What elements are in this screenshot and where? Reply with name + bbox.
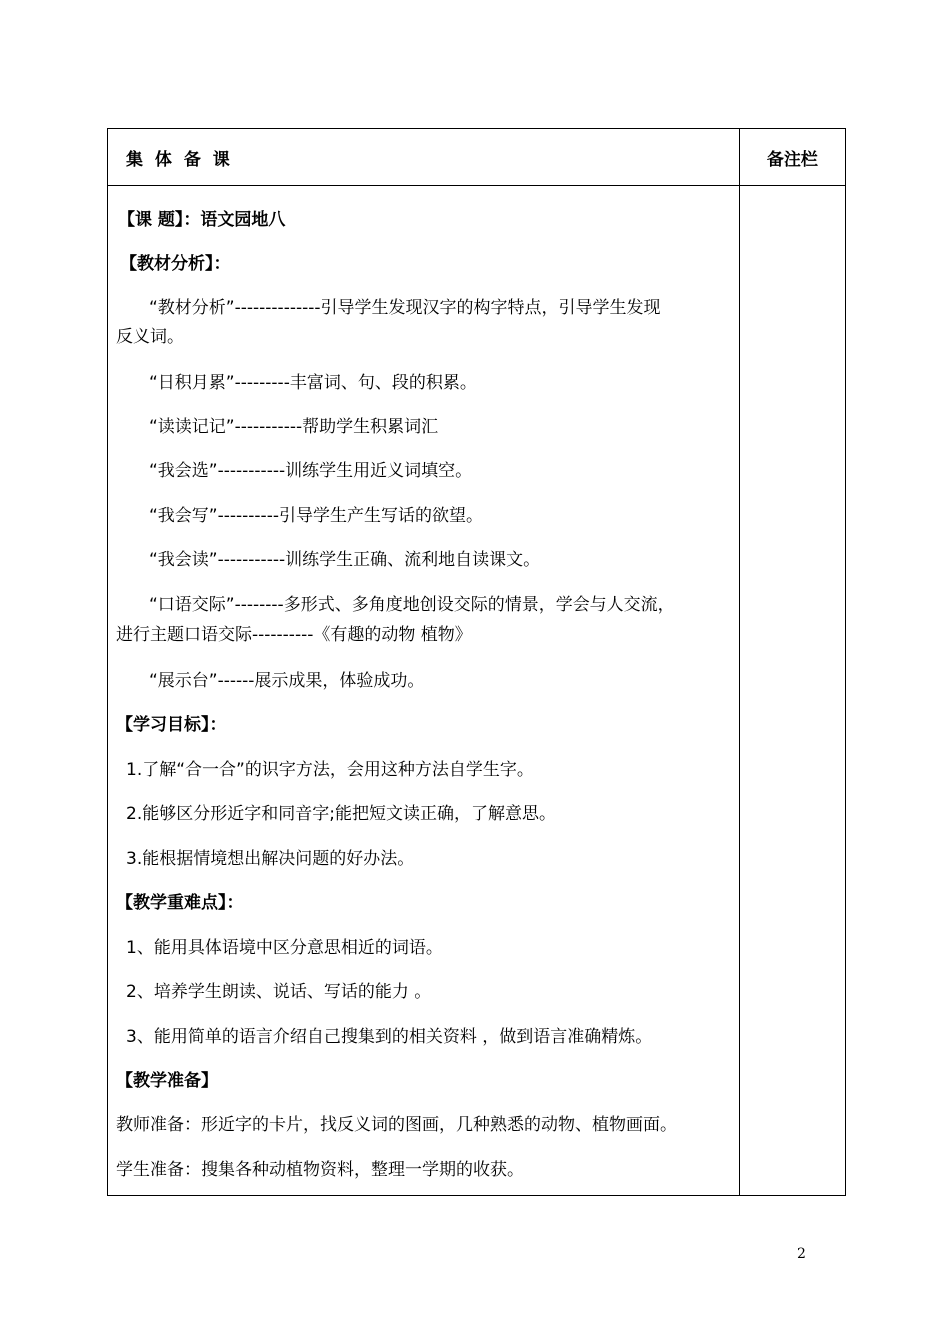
analysis-item: 进行主题口语交际----------《有趣的动物 植物》 bbox=[116, 625, 472, 645]
header-note-cell bbox=[739, 129, 845, 186]
content-area bbox=[108, 186, 739, 1195]
table-body-row bbox=[108, 186, 846, 1196]
analysis-item: “展示台”------展示成果，体验成功。 bbox=[149, 671, 425, 691]
key-points-item: 1、能用具体语境中区分意思相近的词语。 bbox=[126, 938, 443, 958]
preparation-item: 教师准备：形近字的卡片，找反义词的图画，几种熟悉的动物、植物画面。 bbox=[116, 1115, 677, 1135]
note-cell bbox=[739, 186, 845, 1196]
analysis-item: “口语交际”--------多形式、多角度地创设交际的情景，学会与人交流， bbox=[149, 595, 675, 615]
header-title: 集 体 备 课 bbox=[126, 149, 233, 170]
analysis-item: “教材分析”--------------引导学生发现汉字的构字特点，引导学生发现 bbox=[149, 298, 661, 318]
table-header-row bbox=[108, 129, 846, 186]
analysis-item: “日积月累”---------丰富词、句、段的积累。 bbox=[149, 373, 477, 393]
goals-item: 3.能根据情境想出解决问题的好办法。 bbox=[126, 849, 415, 869]
topic-line: 【课 题】：语文园地八 bbox=[118, 210, 286, 230]
analysis-item: “我会选”-----------训练学生用近义词填空。 bbox=[149, 461, 473, 481]
key-points-item: 3、能用简单的语言介绍自己搜集到的相关资料 ，做到语言准确精炼。 bbox=[126, 1027, 653, 1047]
analysis-item: “我会读”-----------训练学生正确、流利地自读课文。 bbox=[149, 550, 541, 570]
key-points-item: 2、培养学生朗读、说话、写话的能力 。 bbox=[126, 982, 432, 1002]
goals-heading: 【学习目标】： bbox=[116, 715, 227, 735]
page-number: 2 bbox=[797, 1246, 806, 1262]
goals-item: 2.能够区分形近字和同音字;能把短文读正确，了解意思。 bbox=[126, 804, 556, 824]
analysis-item: “读读记记”-----------帮助学生积累词汇 bbox=[149, 417, 439, 437]
content-cell bbox=[108, 186, 740, 1196]
preparation-heading: 【教学准备】 bbox=[116, 1071, 218, 1091]
analysis-item: “我会写”----------引导学生产生写话的欲望。 bbox=[149, 506, 483, 526]
preparation-item: 学生准备：搜集各种动植物资料，整理一学期的收获。 bbox=[116, 1160, 524, 1180]
key-points-heading: 【教学重难点】： bbox=[116, 893, 244, 913]
goals-item: 1.了解“合一合”的识字方法，会用这种方法自学生字。 bbox=[126, 760, 534, 780]
lesson-plan-table bbox=[107, 128, 846, 1196]
analysis-item: 反义词。 bbox=[116, 327, 184, 347]
header-note: 备注栏 bbox=[766, 149, 818, 170]
analysis-heading: 【教材分析】： bbox=[120, 254, 231, 274]
header-title-cell bbox=[108, 129, 740, 186]
